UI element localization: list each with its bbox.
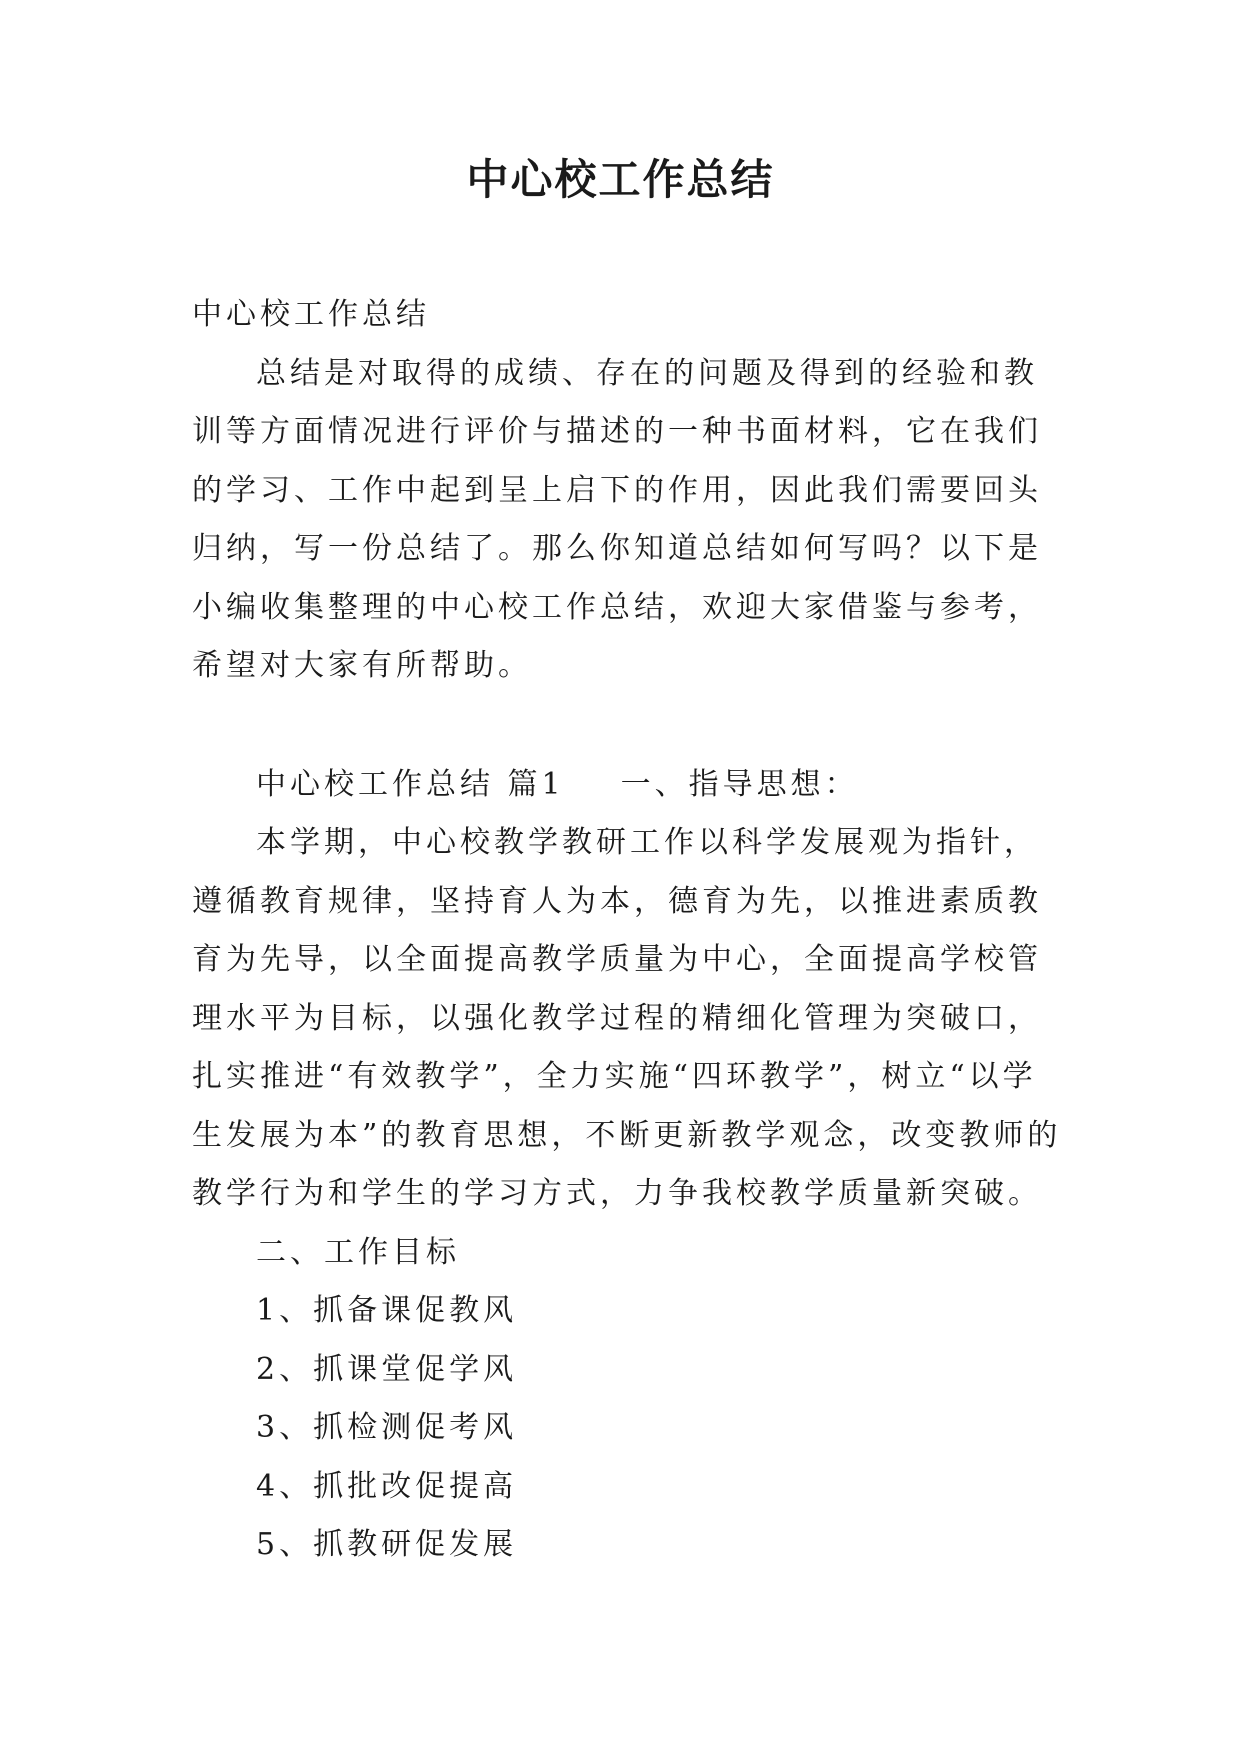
part1-paragraph: 本学期，中心校教学教研工作以科学发展观为指针，遵循教育规律，坚持育人为本，德育为先，以推进素质教育为先导，以全面提高教学质量为中心，全面提高学校管理水平为目标，以强化教学过程的精细化管理为突破口，扎实推进“有效教学”，全力实施“四环教学”，树立“以学生发展为本”的教育思想，不断更新教学观念，改变教师的教学行为和学生的学习方式，力争我校教学质量新突破。 bbox=[192, 825, 1062, 1211]
section-gap bbox=[192, 696, 1062, 756]
intro-paragraph: 总结是对取得的成绩、存在的问题及得到的经验和教训等方面情况进行评价与描述的一种书面材料，它在我们的学习、工作中起到呈上启下的作用，因此我们需要回头归纳，写一份总结了。那么你知道总结如何写吗？以下是小编收集整理的中心校工作总结，欢迎大家借鉴与参考，希望对大家有所帮助。 bbox=[192, 355, 1042, 683]
part1-heading: 一、指导思想： bbox=[620, 766, 859, 802]
goal-item: 3、抓检测促考风 bbox=[256, 1410, 518, 1445]
document-title: 中心校工作总结 bbox=[466, 155, 775, 204]
goal-item: 2、抓课堂促学风 bbox=[256, 1351, 518, 1387]
goal-item: 5、抓教研促发展 bbox=[256, 1527, 518, 1562]
section-heading-line bbox=[192, 756, 1062, 815]
section-heading: 中心校工作总结 篇1 bbox=[256, 766, 565, 802]
goal-item: 4、抓批改促提高 bbox=[256, 1468, 518, 1504]
part2-heading: 二、工作目标 bbox=[256, 1234, 460, 1270]
document-subtitle: 中心校工作总结 bbox=[192, 297, 430, 332]
document-body bbox=[192, 286, 1062, 1575]
goal-item: 1、抓备课促教风 bbox=[256, 1293, 518, 1328]
